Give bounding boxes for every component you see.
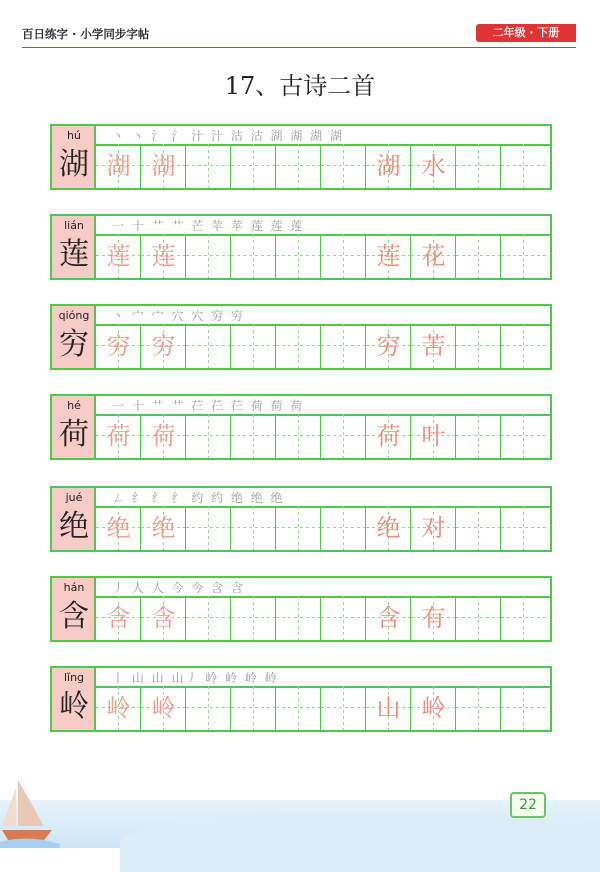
- trace-character: 穷: [106, 332, 131, 360]
- header-bar: [0, 24, 600, 46]
- stroke-order-row: [96, 124, 552, 146]
- stroke-order-sequence: 一 十 艹 艹 芒 苹 苹 莲 莲 莲: [112, 219, 305, 233]
- grid-cell[interactable]: [501, 324, 546, 368]
- grid-cell[interactable]: [186, 686, 231, 730]
- grid-cell[interactable]: [186, 506, 231, 550]
- grid-cell[interactable]: [321, 686, 366, 730]
- tian-grid-row: [96, 596, 552, 642]
- grid-cell[interactable]: [231, 144, 276, 188]
- grid-cell[interactable]: [96, 596, 141, 640]
- trace-character: 苦: [421, 332, 446, 360]
- grid-cell[interactable]: [141, 686, 186, 730]
- tian-grid-row: [96, 144, 552, 190]
- stroke-order-sequence: 一 十 艹 艹 芢 芢 芢 荷 荷 荷: [112, 399, 305, 413]
- grid-cell[interactable]: [366, 414, 411, 458]
- grade-badge: 二年级 · 下册: [476, 24, 576, 42]
- trace-character: 山: [376, 694, 401, 722]
- grid-cell[interactable]: [186, 414, 231, 458]
- trace-character: 绝: [151, 514, 176, 542]
- trace-character: 穷: [151, 332, 176, 360]
- trace-character: 叶: [421, 422, 446, 450]
- grid-cell[interactable]: [321, 234, 366, 278]
- trace-character: 穷: [376, 332, 401, 360]
- trace-character: 对: [421, 514, 446, 542]
- stroke-order-row: [96, 486, 552, 508]
- grid-cell[interactable]: [501, 596, 546, 640]
- model-character: 荷: [59, 417, 89, 452]
- pinyin-label: qióng: [58, 309, 90, 322]
- grid-cell[interactable]: [366, 596, 411, 640]
- grid-cell[interactable]: [141, 414, 186, 458]
- grid-cell[interactable]: [501, 234, 546, 278]
- trace-character: 荷: [376, 422, 401, 450]
- grid-cell[interactable]: [501, 506, 546, 550]
- practice-row: [50, 394, 552, 464]
- character-card: [50, 124, 96, 190]
- grid-cell[interactable]: [411, 324, 456, 368]
- stroke-order-row: [96, 576, 552, 598]
- stroke-order-sequence: 丿 人 人 今 今 含 含: [112, 581, 245, 595]
- grid-cell[interactable]: [276, 234, 321, 278]
- trace-character: 荷: [151, 422, 176, 450]
- grid-cell[interactable]: [366, 324, 411, 368]
- brand-title: 百日练字 · 小学同步字帖: [22, 27, 150, 41]
- grid-cell[interactable]: [366, 234, 411, 278]
- grid-cell[interactable]: [366, 506, 411, 550]
- model-character: 绝: [59, 509, 89, 544]
- pinyin-label: hán: [63, 581, 85, 594]
- trace-character: 含: [376, 604, 401, 632]
- character-card: [50, 304, 96, 370]
- stroke-order-row: [96, 304, 552, 326]
- pinyin-label: hé: [67, 399, 81, 412]
- grid-cell[interactable]: [96, 686, 141, 730]
- grid-cell[interactable]: [96, 414, 141, 458]
- trace-character: 含: [151, 604, 176, 632]
- grid-cell[interactable]: [456, 144, 501, 188]
- tian-grid-row: [96, 506, 552, 552]
- grid-cell[interactable]: [231, 414, 276, 458]
- stroke-order-sequence: ㄥ 纟 纟 纟 约 约 绝 绝 绝: [112, 491, 285, 505]
- model-character: 含: [59, 599, 89, 634]
- wave-decoration-2: [120, 812, 600, 872]
- tian-grid-row: [96, 324, 552, 370]
- trace-character: 水: [421, 152, 446, 180]
- trace-character: 岭: [106, 694, 131, 722]
- grid-cell[interactable]: [456, 506, 501, 550]
- stroke-order-row: [96, 394, 552, 416]
- trace-character: 岭: [421, 694, 446, 722]
- character-card: [50, 394, 96, 460]
- header-rule: [22, 47, 576, 48]
- trace-character: 莲: [106, 242, 131, 270]
- practice-row: [50, 666, 552, 736]
- grid-cell[interactable]: [186, 234, 231, 278]
- grid-cell[interactable]: [321, 144, 366, 188]
- practice-row: [50, 304, 552, 374]
- grid-cell[interactable]: [276, 414, 321, 458]
- stroke-order-sequence: 丨 山 山 山丿 岭 岭 岭 岭: [112, 671, 279, 685]
- grid-cell[interactable]: [366, 144, 411, 188]
- practice-row: [50, 576, 552, 646]
- character-card: [50, 486, 96, 552]
- grid-cell[interactable]: [141, 144, 186, 188]
- stroke-order-sequence: 丶 丶 氵 氵 汁 汁 沽 沽 湖 湖 湖 湖: [112, 129, 344, 143]
- practice-row: [50, 214, 552, 284]
- grid-cell[interactable]: [366, 686, 411, 730]
- trace-character: 荷: [106, 422, 131, 450]
- model-character: 湖: [59, 147, 89, 182]
- grid-cell[interactable]: [231, 596, 276, 640]
- grid-cell[interactable]: [276, 596, 321, 640]
- trace-character: 湖: [376, 152, 401, 180]
- trace-character: 绝: [106, 514, 131, 542]
- grid-cell[interactable]: [231, 506, 276, 550]
- grid-cell[interactable]: [186, 324, 231, 368]
- grid-cell[interactable]: [96, 506, 141, 550]
- model-character: 岭: [59, 689, 89, 724]
- model-character: 莲: [59, 237, 89, 272]
- tian-grid-row: [96, 686, 552, 732]
- stroke-order-row: [96, 214, 552, 236]
- page-number-badge: 22: [510, 792, 546, 818]
- grid-cell[interactable]: [186, 144, 231, 188]
- pinyin-label: lián: [64, 219, 84, 232]
- stroke-order-row: [96, 666, 552, 688]
- grid-cell[interactable]: [411, 686, 456, 730]
- trace-character: 湖: [106, 152, 131, 180]
- grid-cell[interactable]: [321, 324, 366, 368]
- pinyin-label: lǐng: [63, 671, 85, 684]
- grid-cell[interactable]: [276, 686, 321, 730]
- grid-cell[interactable]: [96, 324, 141, 368]
- character-card: [50, 576, 96, 642]
- grid-cell[interactable]: [411, 596, 456, 640]
- grid-cell[interactable]: [321, 506, 366, 550]
- grid-cell[interactable]: [501, 414, 546, 458]
- grid-cell[interactable]: [411, 234, 456, 278]
- grid-cell[interactable]: [456, 596, 501, 640]
- pinyin-label: jué: [65, 491, 83, 504]
- grid-cell[interactable]: [411, 506, 456, 550]
- grid-cell[interactable]: [276, 144, 321, 188]
- trace-character: 含: [106, 604, 131, 632]
- grid-cell[interactable]: [276, 324, 321, 368]
- grid-cell[interactable]: [456, 686, 501, 730]
- grid-cell[interactable]: [186, 596, 231, 640]
- trace-character: 有: [421, 604, 446, 632]
- grid-cell[interactable]: [141, 596, 186, 640]
- grid-cell[interactable]: [456, 324, 501, 368]
- sailboat-icon: [0, 760, 60, 848]
- grid-cell[interactable]: [501, 686, 546, 730]
- grid-cell[interactable]: [276, 506, 321, 550]
- trace-character: 岭: [151, 694, 176, 722]
- grid-cell[interactable]: [231, 324, 276, 368]
- grid-cell[interactable]: [231, 234, 276, 278]
- grid-cell[interactable]: [231, 686, 276, 730]
- grid-cell[interactable]: [411, 414, 456, 458]
- stroke-order-sequence: 丶 宀 宀 穴 穴 穷 穷: [112, 309, 245, 323]
- grid-cell[interactable]: [141, 324, 186, 368]
- page-title: 17、古诗二首: [224, 72, 376, 100]
- tian-grid-row: [96, 234, 552, 280]
- grid-cell[interactable]: [456, 414, 501, 458]
- trace-character: 湖: [151, 152, 176, 180]
- trace-character: 花: [421, 242, 446, 270]
- grid-cell[interactable]: [321, 414, 366, 458]
- trace-character: 绝: [376, 514, 401, 542]
- grid-cell[interactable]: [501, 144, 546, 188]
- model-character: 穷: [59, 327, 89, 362]
- grid-cell[interactable]: [321, 596, 366, 640]
- practice-row: [50, 486, 552, 556]
- character-card: [50, 214, 96, 280]
- trace-character: 莲: [376, 242, 401, 270]
- trace-character: 莲: [151, 242, 176, 270]
- grid-cell[interactable]: [96, 144, 141, 188]
- tian-grid-row: [96, 414, 552, 460]
- pinyin-label: hú: [67, 129, 81, 142]
- character-card: [50, 666, 96, 732]
- grid-cell[interactable]: [456, 234, 501, 278]
- practice-row: [50, 124, 552, 194]
- grid-cell[interactable]: [141, 506, 186, 550]
- grid-cell[interactable]: [141, 234, 186, 278]
- grid-cell[interactable]: [96, 234, 141, 278]
- grid-cell[interactable]: [411, 144, 456, 188]
